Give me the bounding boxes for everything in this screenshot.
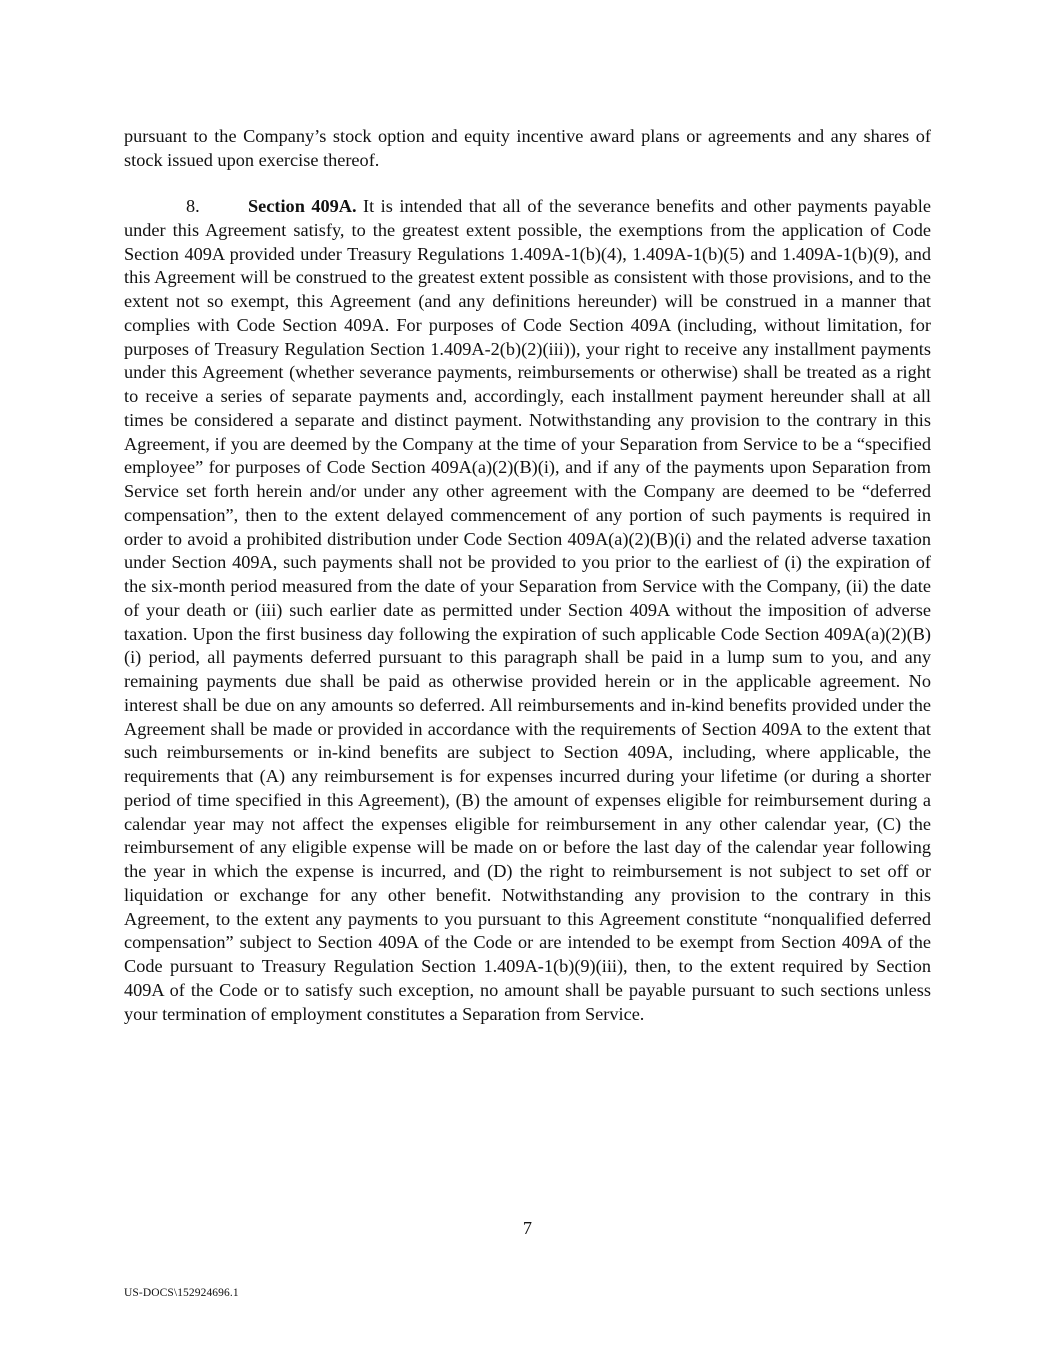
- section-8-paragraph: [124, 195, 931, 1026]
- section-number: 8.: [186, 196, 200, 216]
- continuation-paragraph: pursuant to the Company’s stock option and equity incentive award plans or agreements and any shares of stock issued upon exercise thereof.: [124, 126, 931, 170]
- section-body: It is intended that all of the severance benefits and other payments payable under this Agreement satisfy, to the greatest extent possible, the exemptions from the application of Code Section 409A provided under Treasury Regulations 1.409A-1(b)(4), 1.409A-1(b)(5) and 1.409A-1(b)(9), and this Agreement will be construed to the greatest extent possible as consistent with those provisions, and to the extent not so exempt, this Agreement (and any definitions hereunder) will be construed in a manner that complies with Code Section 409A. For purposes of Code Section 409A (including, without limitation, for purposes of Treasury Regulation Section 1.409A-2(b)(2)(iii)), your right to receive any installment payments under this Agreement (whether severance payments, reimbursements or otherwise) shall be treated as a right to receive a series of separate payments and, accordingly, each installment payment hereunder shall at all times be considered a separate and distinct payment. Notwithstanding any provision to the contrary in this Agreement, if you are deemed by the Company at the time of your Separation from Service to be a “specified employee” for purposes of Code Section 409A(a)(2)(B)(i), and if any of the payments upon Separation from Service set forth herein and/or under any other agreement with the Company are deemed to be “deferred compensation”, then to the extent delayed commencement of any portion of such payments is required in order to avoid a prohibited distribution under Code Section 409A(a)(2)(B)(i) and the related adverse taxation under Section 409A, such payments shall not be provided to you prior to the earliest of (i) the expiration of the six-month period measured from the date of your Separation from Service with the Company, (ii) the date of your death or (iii) such earlier date as permitted under Section 409A without the imposition of adverse taxation. Upon the first business day following the expiration of such applicable Code Section 409A(a)(2)(B)(i) period, all payments deferred pursuant to this paragraph shall be paid in a lump sum to you, and any remaining payments due shall be paid as otherwise provided herein or in the applicable agreement. No interest shall be due on any amounts so deferred. All reimbursements and in-kind benefits provided under the Agreement shall be made or provided in accordance with the requirements of Section 409A to the extent that such reimbursements or in-kind benefits are subject to Section 409A, including, where applicable, the requirements that (A) any reimbursement is for expenses incurred during your lifetime (or during a shorter period of time specified in this Agreement), (B) the amount of expenses eligible for reimbursement during a calendar year may not affect the expenses eligible for reimbursement in any other calendar year, (C) the reimbursement of any eligible expense will be made on or before the last day of the calendar year following the year in which the expense is incurred, and (D) the right to reimbursement is not subject to set off or liquidation or exchange for any other benefit. Notwithstanding any provision to the contrary in this Agreement, to the extent any payments to you pursuant to this Agreement constitute “nonqualified deferred compensation” subject to Section 409A of the Code or are intended to be exempt from Section 409A of the Code pursuant to Treasury Regulation Section 1.409A-1(b)(9)(iii), then, to the extent required by Section 409A of the Code or to satisfy such exception, no amount shall be payable pursuant to such sections unless your termination of employment constitutes a Separation from Service.: [124, 196, 931, 1024]
- document-id-footer: US-DOCS\152924696.1: [124, 1287, 239, 1299]
- page-number: 7: [522, 1218, 533, 1238]
- section-heading: Section 409A.: [248, 196, 357, 216]
